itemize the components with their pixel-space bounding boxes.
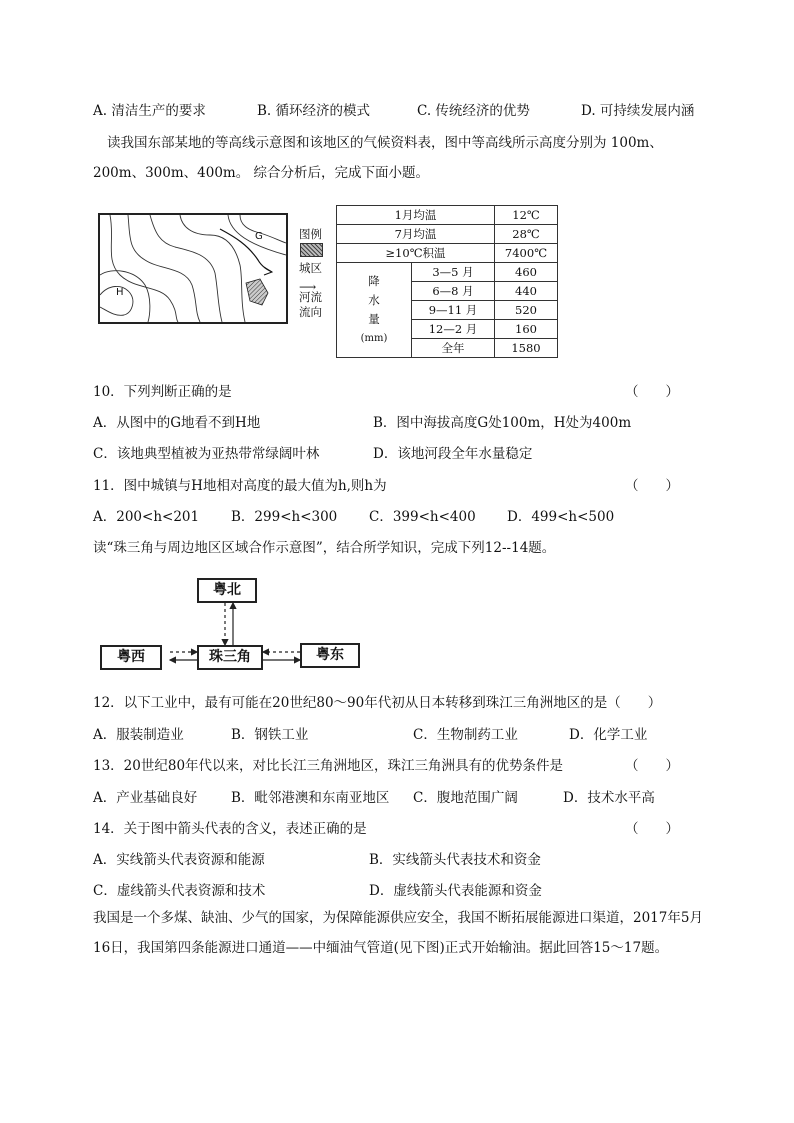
- q10-stem: 10．下列判断正确的是: [93, 384, 232, 400]
- table-cell: 7400℃: [495, 244, 558, 263]
- table-cell: 12—2 月: [412, 320, 495, 339]
- table-row: [337, 244, 558, 263]
- precip-header-cell: [337, 263, 412, 358]
- q10-option-c: C．该地典型植被为亚热带常绿阔叶林: [93, 446, 320, 462]
- map-label-h: H: [116, 287, 124, 298]
- q14-option-d: D．虚线箭头代表能源和资金: [369, 883, 542, 899]
- map-label-g: G: [255, 231, 263, 242]
- region-east: 粤东: [300, 643, 360, 668]
- q11-stem: 11．图中城镇与H地相对高度的最大值为h,则h为: [93, 478, 387, 494]
- table-cell: 12℃: [495, 206, 558, 225]
- q13-option-c: C．腹地范围广阔: [413, 790, 518, 806]
- table-cell: ≥10℃积温: [337, 244, 495, 263]
- table-cell: 460: [495, 263, 558, 282]
- legend-city-label: 城区: [299, 261, 322, 275]
- q11-option-b: B．299<h<300: [231, 509, 338, 525]
- precip-label: 降水量: [368, 273, 380, 326]
- table-cell: 7月均温: [337, 225, 495, 244]
- q13-option-d: D．技术水平高: [563, 790, 655, 806]
- table-cell: 全年: [412, 339, 495, 358]
- city-area: [246, 279, 268, 305]
- q11-option-a: A．200<h<201: [93, 509, 200, 525]
- q14-stem: 14．关于图中箭头代表的含义，表述正确的是: [93, 821, 367, 837]
- precip-unit: (mm): [360, 332, 388, 344]
- q12-option-a: A．服装制造业: [93, 727, 184, 743]
- q11-option-c: C．399<h<400: [369, 509, 476, 525]
- q13-answer-paren: （ ）: [625, 758, 679, 774]
- q9-option-c: C. 传统经济的优势: [417, 103, 530, 119]
- q10-option-d: D．该地河段全年水量稳定: [373, 446, 533, 462]
- q10-answer-paren: （ ）: [625, 384, 679, 400]
- legend-river-label: 河流流向: [299, 290, 322, 319]
- q10-option-a: A．从图中的G地看不到H地: [93, 415, 261, 431]
- q9-option-d: D. 可持续发展内涵: [581, 103, 695, 119]
- contour-map: [98, 213, 288, 324]
- contour-intro: 读我国东部某地的等高线示意图和该地区的气候资料表，图中等高线所示高度分别为 100m、200m、300m、400m。 综合分析后，完成下面小题。: [93, 135, 663, 181]
- q13-option-b: B．毗邻港澳和东南亚地区: [231, 790, 390, 806]
- region-north: 粤北: [197, 578, 257, 603]
- legend-city-swatch: [300, 243, 323, 257]
- region-west: 粤西: [100, 645, 162, 670]
- energy-intro: 我国是一个多煤、缺油、少气的国家，为保障能源供应安全，我国不断拓展能源进口渠道，2017年5月16日，我国第四条能源进口通道——中缅油气管道(见下图)正式开始输油。据此回答15～17题。: [93, 910, 703, 956]
- table-cell: 520: [495, 301, 558, 320]
- table-cell: 440: [495, 282, 558, 301]
- river-arrow-icon: [264, 267, 272, 275]
- prd-intro: 读“珠三角与周边地区区域合作示意图”，结合所学知识，完成下列12--14题。: [93, 540, 556, 556]
- legend-arrow-icon: ⟶: [299, 280, 317, 294]
- q14-option-b: B．实线箭头代表技术和资金: [369, 852, 541, 868]
- q14-answer-paren: （ ）: [625, 821, 679, 837]
- region-center: 珠三角: [197, 645, 263, 670]
- table-cell: 6—8 月: [412, 282, 495, 301]
- q14-option-c: C．虚线箭头代表资源和技术: [93, 883, 266, 899]
- q12-stem: 12．以下工业中，最有可能在20世纪80～90年代初从日本转移到珠江三角洲地区的是（ ）: [93, 695, 662, 711]
- q11-option-d: D．499<h<500: [507, 509, 615, 525]
- q9-option-b: B. 循环经济的模式: [257, 103, 371, 119]
- q9-option-a: A. 清洁生产的要求: [93, 103, 206, 119]
- table-cell: 1月均温: [337, 206, 495, 225]
- q13-stem: 13．20世纪80年代以来，对比长江三角洲地区，珠江三角洲具有的优势条件是: [93, 758, 564, 774]
- climate-table: [336, 205, 558, 358]
- table-row: [337, 206, 558, 225]
- table-row: [337, 225, 558, 244]
- q11-answer-paren: （ ）: [625, 478, 679, 494]
- q10-option-b: B．图中海拔高度G处100m，H处为400m: [373, 415, 632, 431]
- legend-title: 图例: [299, 227, 322, 241]
- table-cell: 1580: [495, 339, 558, 358]
- q12-option-d: D．化学工业: [569, 727, 648, 743]
- q12-option-c: C．生物制药工业: [413, 727, 518, 743]
- table-cell: 3—5 月: [412, 263, 495, 282]
- q14-option-a: A．实线箭头代表资源和能源: [93, 852, 265, 868]
- q13-option-a: A．产业基础良好: [93, 790, 198, 806]
- table-cell: 28℃: [495, 225, 558, 244]
- q12-option-b: B．钢铁工业: [231, 727, 309, 743]
- table-cell: 9—11 月: [412, 301, 495, 320]
- table-cell: 160: [495, 320, 558, 339]
- table-row: [337, 263, 558, 282]
